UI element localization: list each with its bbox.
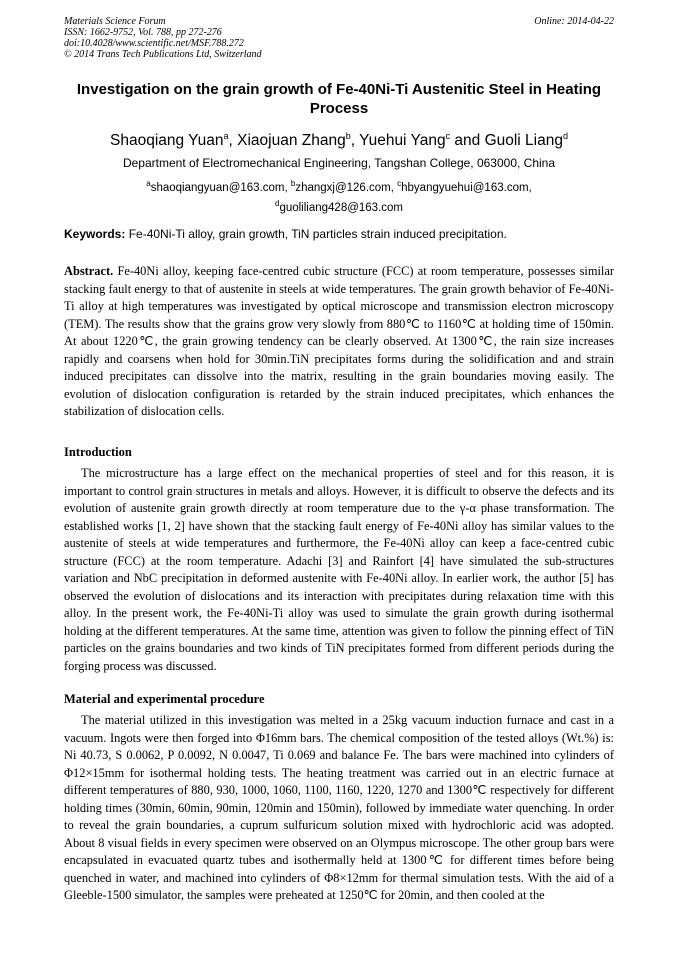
journal-name: Materials Science Forum: [64, 16, 166, 27]
author-name: Shaoqiang Yuan: [110, 132, 224, 150]
author-name: Xiaojuan Zhang: [237, 132, 346, 150]
author-sup: c: [445, 131, 451, 141]
abstract-label: Abstract.: [64, 264, 114, 278]
author-sup: d: [562, 131, 568, 141]
journal-header: [64, 16, 614, 60]
doi-line[interactable]: doi:10.4028/www.scientific.net/MSF.788.272: [64, 38, 244, 49]
online-date: Online: 2014-04-22: [534, 16, 614, 27]
author-separator: ,: [350, 132, 360, 150]
email-list: $^a$shaoqiangyuan@163.com, $^b$zhangxj@126.com, $^c$hbyangyuehui@163.com, $^d$guoliliang428@163.com: [146, 179, 532, 214]
materials-text: The material utilized in this investigation was melted in a 25kg vacuum induction furnace and cast in a vacuum. Ingots were then forged into Φ16mm bars. The chemical composition of the tested alloys (Wt.%) is: Ni 40.73, S 0.0062, P 0.0092, N 0.0047, Ti 0.069 and balance Fe. The bars were machined into cylinders of Φ12×15mm for isothermal holding tests. The heating treatment was carried out in an electric furnace at different temperatures of 880, 930, 1000, 1060, 1100, 1160, 1220, 1270 and 1300℃ respectively for different holding times (30min, 60min, 90min, 120min and 150min), followed by immediate water quenching. In order to reveal the grain boundaries, a cuprum sulfuricum solution mixed with hydrochloric acid was adopted. About 8 visual fields in every specimen were observed on an Olympus microscope. The other group bars were encapsulated in evacuated quartz tubes and isothermally held at 1300℃ for different times before being quenched in water, and machined into cylinders of Φ8×12mm for thermal simulation tests. With the aid of a Gleeble-1500 simulator, the samples were preheated at 1250℃ for 20min, and then cooled at the: [64, 713, 614, 902]
author-and: and: [450, 132, 485, 150]
author-list: [64, 126, 614, 151]
author-sup: a: [223, 131, 229, 141]
author-name: Guoli Liang: [484, 132, 563, 150]
author-sup: b: [345, 131, 351, 141]
copyright-line: © 2014 Trans Tech Publications Ltd, Switzerland: [64, 49, 262, 60]
email-link[interactable]: shaoqiangyuan@163.com: [150, 181, 285, 194]
affiliation: Department of Electromechanical Engineering, Tangshan College, 063000, China: [122, 156, 556, 170]
author-name: Yuehui Yang: [359, 132, 446, 150]
email-link[interactable]: hbyangyuehui@163.com: [401, 181, 529, 194]
keywords: [64, 227, 614, 242]
keywords-text: Fe-40Ni-Ti alloy, grain growth, TiN particles strain induced precipitation.: [128, 227, 507, 241]
email-sup: a: [146, 179, 151, 188]
email-sup: d: [274, 198, 280, 208]
materials-heading: Material and experimental procedure: [64, 692, 265, 706]
email-link[interactable]: guoliliang428@163.com: [279, 201, 404, 214]
email-link[interactable]: zhangxj@126.com: [295, 181, 391, 194]
author-separator: ,: [228, 132, 238, 150]
introduction-text: The microstructure has a large effect on the mechanical properties of steel and for this reason, it is important to control grain structures in metals and alloys. However, it is difficult to observe the defects and its evolution of austenite grain growth directly at room temperature due to the γ-α phase transformation. The established works [1, 2] have shown that the stacking fault energy of Fe-40Ni alloy has similar values to the austenite of steels at wide temperatures and furthermore, the Fe-40Ni alloy can keep a face-centred cubic structure (FCC) at the room temperature. Adachi [3] and Rainfort [4] have simulated the sub-structures variation and NbC precipitation in deformed austenite with Fe-40Ni alloy. In earlier work, the author [5] has observed the evolution of dislocations and its interaction with precipitates during relaxation time with this alloy. In the present work, the Fe-40Ni-Ti alloy was used to simulate the grain growth during isothermal holding at the different temperatures. At the same time, attention was given to follow the pinning effect of TiN particles on the grains boundaries and two kinds of TiN precipitates formed from different periods during the forging process was discussed.: [64, 466, 614, 673]
abstract-text: Fe-40Ni alloy, keeping face-centred cubic structure (FCC) at room temperature, possesses similar stacking fault energy to that of austenite in steels at wide temperatures. The grain growth behavior of Fe-40Ni-Ti alloy at high temperatures was investigated by optical microscope and transmission electron microscopy (TEM). The results show that the grains grow very slowly from 880℃ to 1160℃ at holding time of 150min. At about 1220℃, the grain growing tendency can be clearly observed. At 1300℃, the rain size increases rapidly and coarsens when hold for 30min.TiN precipitates forms during the solidification and and strain induced precipitates can dissolve into the matrix, resulting in the grain boundaries moving easily. The evolution of dislocation configuration is retarded by the strain induced precipitates, which enhances the stabilization of dislocation cells.: [64, 264, 614, 418]
introduction-heading: Introduction: [64, 445, 132, 459]
paper-title: Investigation on the grain growth of Fe-40Ni-Ti Austenitic Steel in Heating Process: [76, 81, 602, 117]
abstract: [64, 263, 614, 421]
email-sup: c: [397, 179, 402, 188]
email-sup: b: [290, 179, 296, 188]
issn-line: ISSN: 1662-9752, Vol. 788, pp 272-276: [64, 27, 222, 38]
keywords-label: Keywords:: [64, 227, 126, 241]
